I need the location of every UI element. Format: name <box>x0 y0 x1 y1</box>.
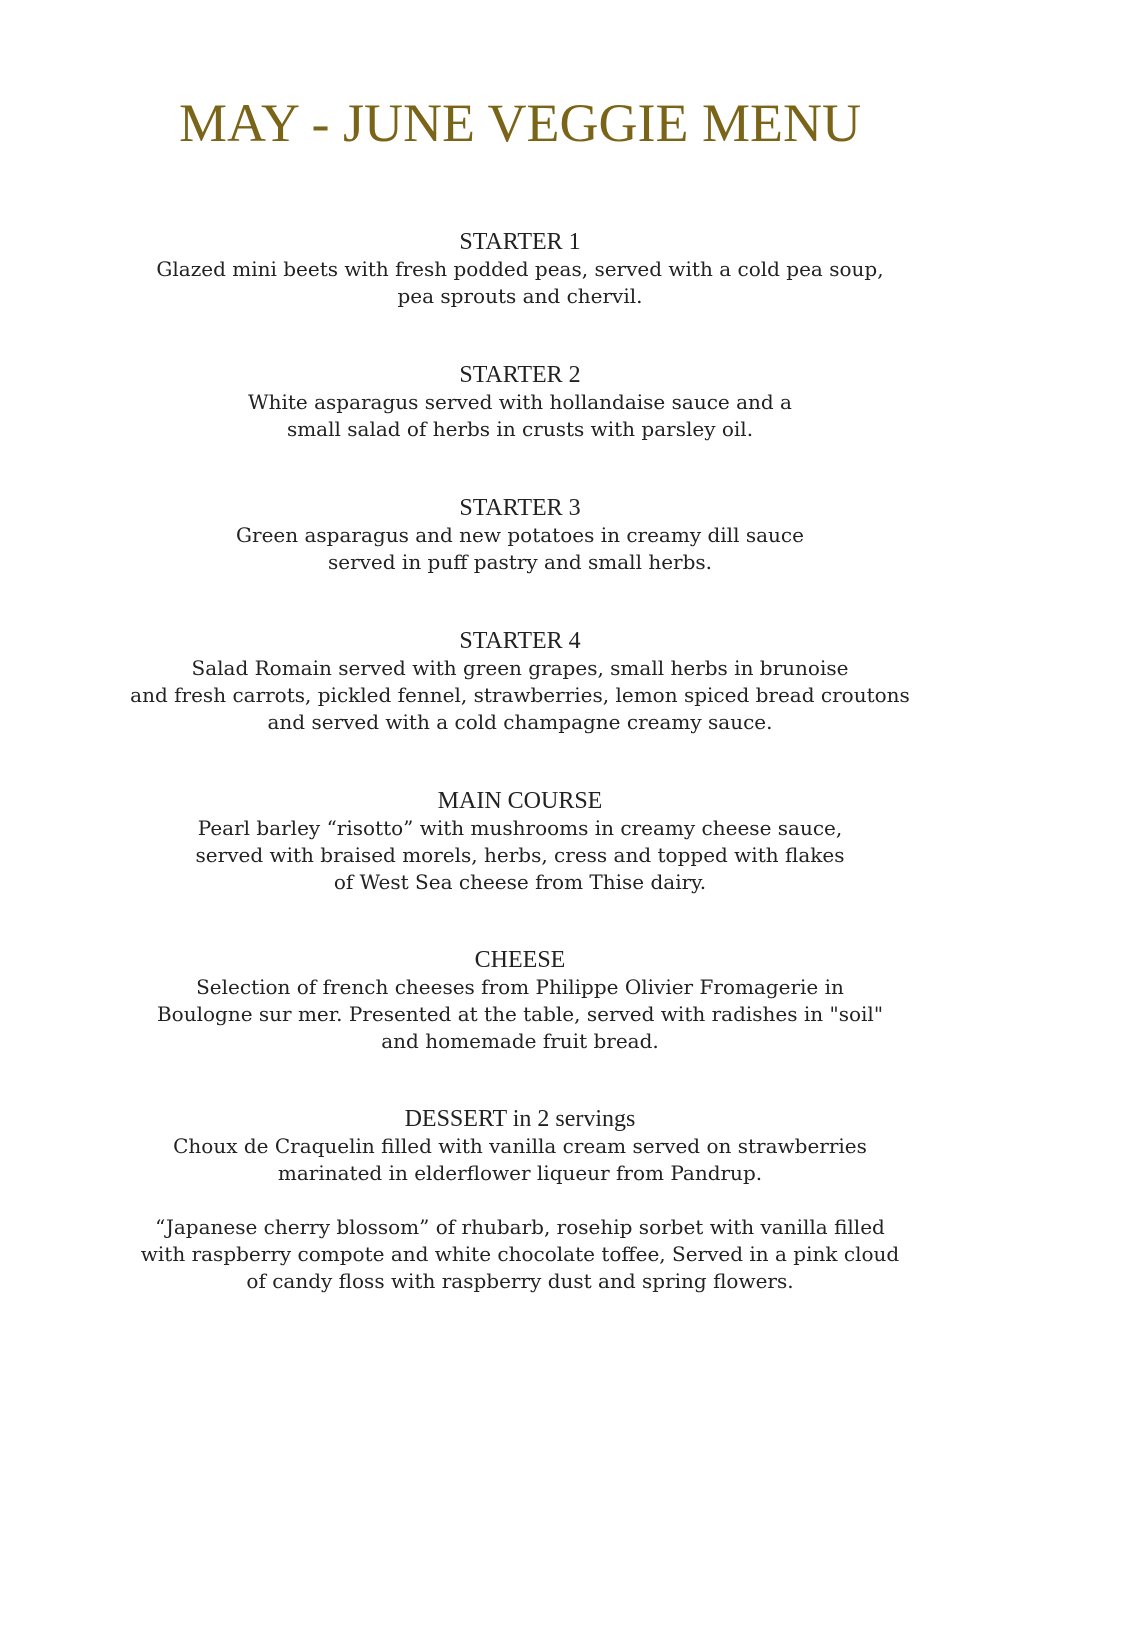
section-heading: MAIN COURSE <box>437 788 603 814</box>
description-line: White asparagus served with hollandaise sauce and a <box>248 390 792 414</box>
section-heading: STARTER 3 <box>459 495 581 521</box>
description-line: Green asparagus and new potatoes in creamy dill sauce <box>236 523 804 547</box>
description-line: small salad of herbs in crusts with parsley oil. <box>286 417 754 441</box>
description-line: Pearl barley “risotto” with mushrooms in creamy cheese sauce, <box>197 816 843 840</box>
section-heading: STARTER 1 <box>459 229 581 255</box>
description-line: with raspberry compote and white chocolate toffee, Served in a pink cloud <box>140 1242 900 1266</box>
description-line: served in puff pastry and small herbs. <box>327 550 713 574</box>
description-line: marinated in elderflower liqueur from Pandrup. <box>277 1161 763 1185</box>
description-line: Salad Romain served with green grapes, small herbs in brunoise <box>191 656 849 680</box>
menu-section-dessert <box>0 1105 1040 1295</box>
description-line: Boulogne sur mer. Presented at the table, served with radishes in "soil" <box>156 1002 884 1026</box>
description-line: and served with a cold champagne creamy sauce. <box>267 710 773 734</box>
menu-section-starter-4 <box>0 627 1040 736</box>
menu-title: MAY - JUNE VEGGIE MENU <box>179 93 861 153</box>
section-heading: STARTER 2 <box>459 362 581 388</box>
description-line: served with braised morels, herbs, cress and topped with flakes <box>195 843 845 867</box>
menu-section-starter-1 <box>0 228 1040 310</box>
menu-section-cheese <box>0 946 1040 1055</box>
description-line: and homemade fruit bread. <box>381 1029 659 1053</box>
description-line: Choux de Craquelin filled with vanilla cream served on strawberries <box>173 1134 867 1158</box>
description-line: “Japanese cherry blossom” of rhubarb, rosehip sorbet with vanilla filled <box>155 1215 885 1239</box>
menu-section-main-course <box>0 787 1040 896</box>
description-line: Glazed mini beets with fresh podded peas, served with a cold pea soup, <box>156 257 884 281</box>
paragraph-gap <box>0 1187 1040 1214</box>
menu-section-starter-3 <box>0 494 1040 576</box>
description-line: of candy floss with raspberry dust and spring flowers. <box>246 1269 794 1293</box>
section-heading: DESSERT in 2 servings <box>404 1106 636 1132</box>
description-line: of West Sea cheese from Thise dairy. <box>333 870 707 894</box>
description-line: Selection of french cheeses from Philippe Olivier Fromagerie in <box>196 975 844 999</box>
section-heading: CHEESE <box>474 947 566 973</box>
section-heading: STARTER 4 <box>459 628 581 654</box>
menu-section-starter-2 <box>0 361 1040 443</box>
description-line: and fresh carrots, pickled fennel, strawberries, lemon spiced bread croutons <box>130 683 910 707</box>
description-line: pea sprouts and chervil. <box>397 284 643 308</box>
